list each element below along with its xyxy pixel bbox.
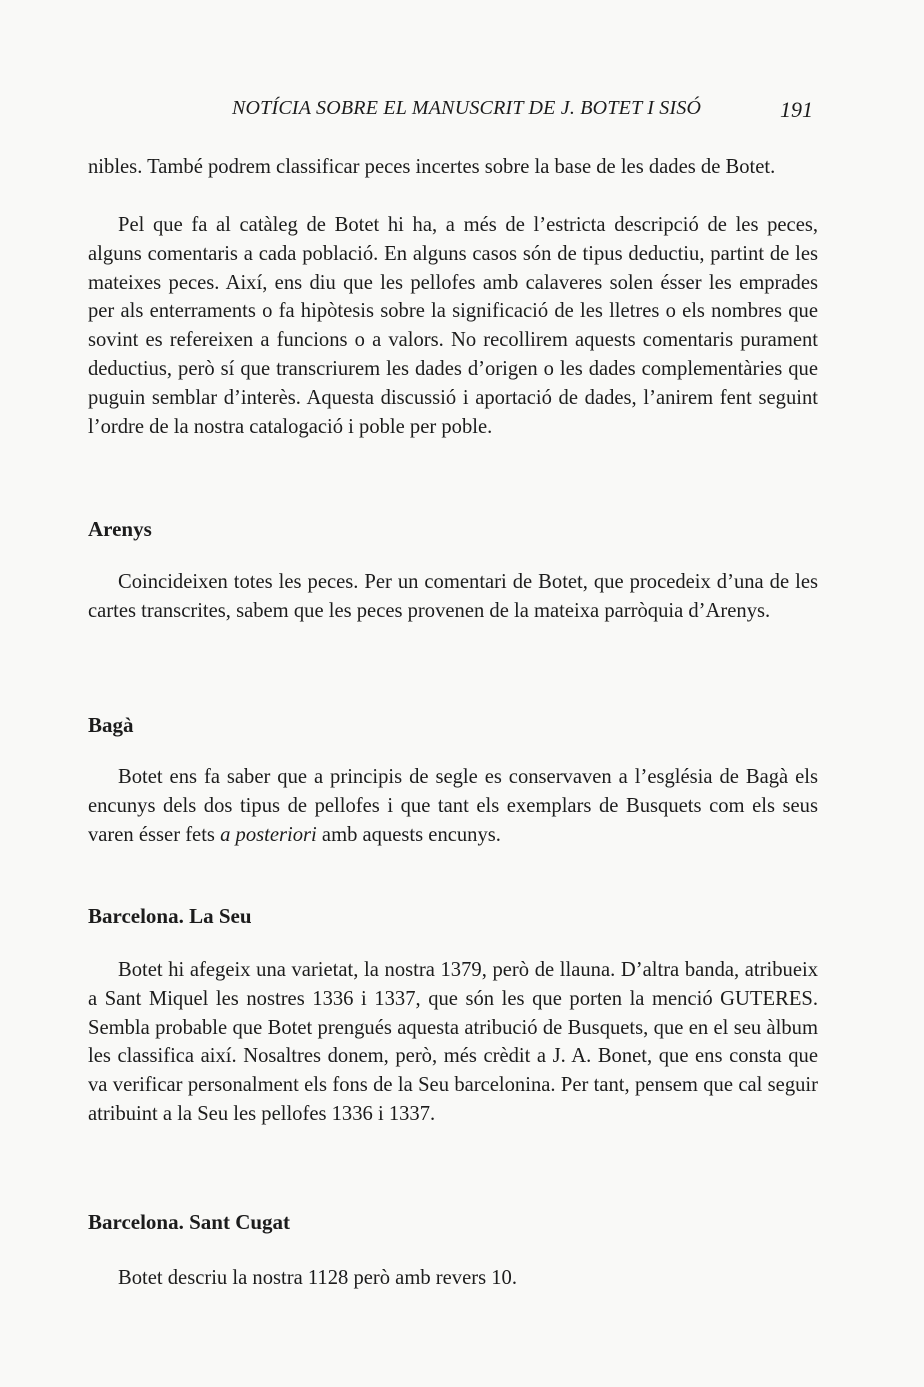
section-heading-arenys: Arenys [88, 517, 152, 541]
section-heading-barcelona-sant-cugat: Barcelona. Sant Cugat [88, 1210, 291, 1234]
section-body-arenys: Coincideixen totes les peces. Per un comentari de Botet, que procedeix d’una de les cartes transcrites, sabem que les peces provenen de la mateixa parròquia d’Arenys. [88, 571, 818, 622]
baga-text-end: amb aquests encunys. [316, 823, 501, 846]
section-body-barcelona-seu: Botet hi afegeix una varietat, la nostra 1379, però de llauna. D’altra banda, atribueix a Sant Miquel les nostres 1336 i 1337, que són les que porten la menció GUTERES. Sembla probable que Botet prengués aquesta atribució de Busquets, que en el seu àlbum les classifica així. Nosaltres donem, però, més crèdit a J. A. Bonet, que ens consta que va verificar personalment els fons de la Seu barcelonina. Per tant, pensem que cal seguir atribuint a la Seu les pellofes 1336 i 1337. [88, 959, 818, 1125]
baga-text-start: Botet ens fa saber que a principis de segle es conservaven a l’església de Bagà els encunys dels dos tipus de pellofes i que tant els exemplars de Busquets com els seus varen ésser fets [88, 766, 818, 846]
running-head [0, 97, 924, 127]
running-head-title: NOTÍCIA SOBRE EL MANUSCRIT DE J. BOTET I SISÓ [232, 97, 702, 119]
section-heading-baga: Bagà [88, 713, 134, 737]
baga-italic-term: a posteriori [220, 823, 317, 846]
section-body-barcelona-sant-cugat: Botet descriu la nostra 1128 però amb revers 10. [118, 1267, 517, 1289]
section-body-baga [88, 763, 818, 849]
section-heading-barcelona-seu: Barcelona. La Seu [88, 904, 252, 928]
intro-paragraph-2: Pel que fa al catàleg de Botet hi ha, a més de l’estricta descripció de les peces, alguns comentaris a cada població. En alguns casos són de tipus deductiu, partint de les mateixes peces. Així, ens diu que les pellofes amb calaveres solen ésser les emprades per als enterraments o fa hipòtesis sobre la significació de les lletres o els nombres que sovint es refereixen a funcions o a valors. No recollirem aquests comentaris purament deductius, però sí que transcriurem les dades d’origen o les dades complementàries que puguin semblar d’interès. Aquesta discussió i aportació de dades, l’anirem fent seguint l’ordre de la nostra catalogació i poble per poble. [88, 214, 818, 438]
intro-paragraph-1: nibles. També podrem classificar peces incertes sobre la base de les dades de Botet. [88, 156, 776, 178]
page-number: 191 [780, 97, 813, 122]
